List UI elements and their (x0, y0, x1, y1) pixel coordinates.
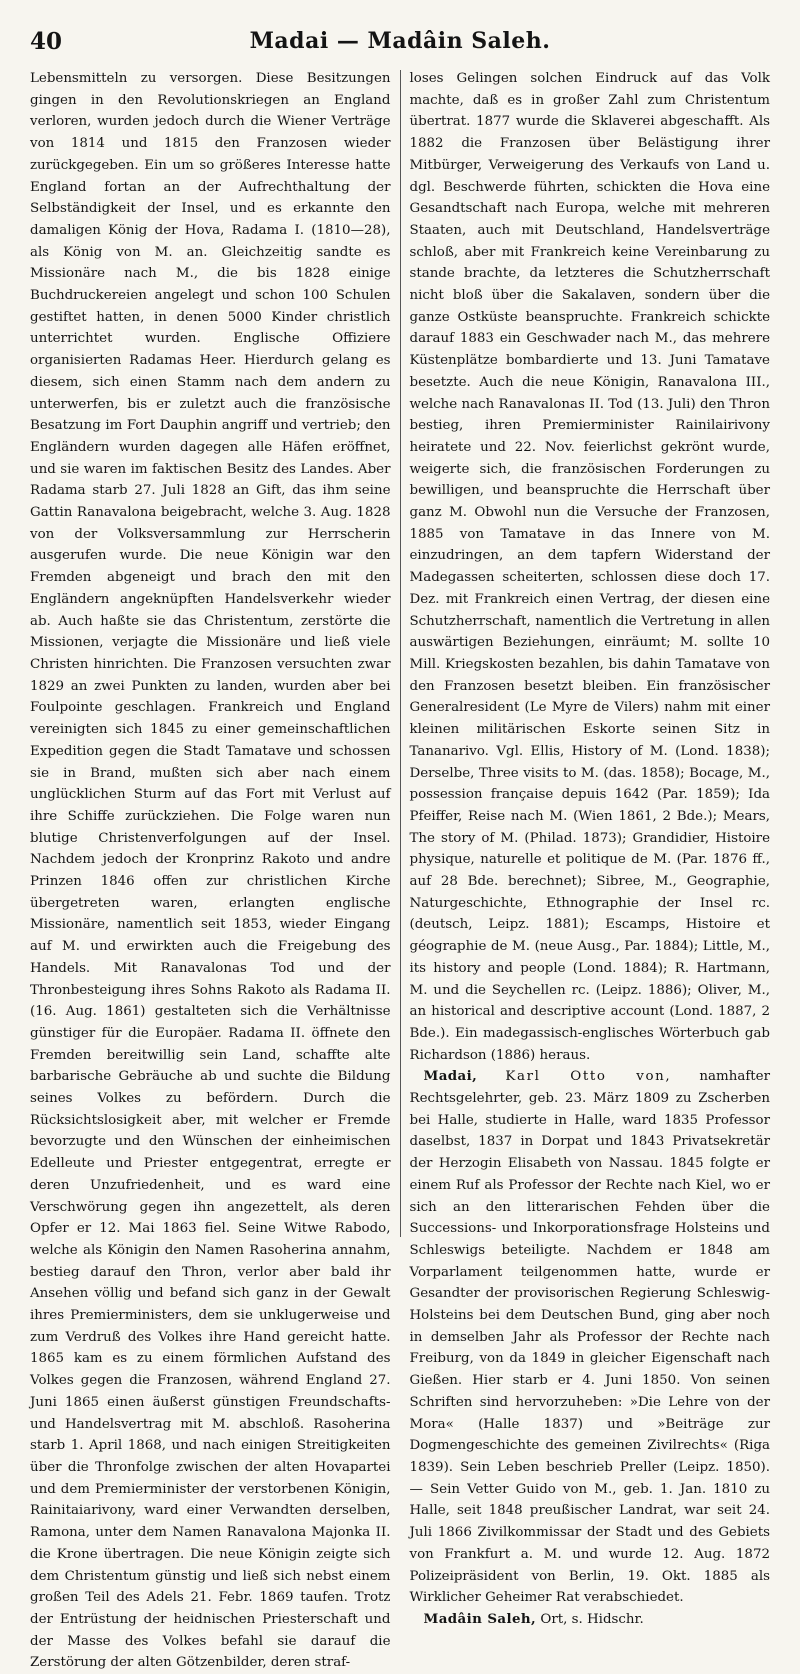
entry-name: Karl Otto von, (505, 1069, 672, 1085)
page-header (30, 28, 770, 62)
running-head: Madai — Madâin Saleh. (249, 28, 551, 54)
text-columns (30, 68, 770, 1671)
entry-text: Ort, s. Hidschr. (540, 1611, 644, 1627)
page-number: 40 (30, 28, 63, 55)
article-continuation-right: loses Gelingen solchen Eindruck auf das Volk machte, daß es in großer Zahl zum Christentum übertrat. 1877 wurde die Sklaverei abgeschafft. Als 1882 die Franzosen über Belästigung ihrer Mitbürger, Verweigerung des Verkaufs von Land u. dgl. Beschwerde führten, schickten die Hova eine Gesandtschaft nach Europa, welche mit mehreren Staaten, auch mit Deutschland, Handelsverträge schloß, aber mit Frankreich keine Vereinbarung zu stande brachte, da letzteres die Schutzherrschaft nicht bloß über die Sakalaven, sondern über die ganze Ostküste beanspruchte. Frankreich schickte darauf 1883 ein Geschwader nach M., das mehrere Küstenplätze bombardierte und 13. Juni Tamatave besetzte. Auch die neue Königin, Ranavalona III., welche nach Ranavalonas II. Tod (13. Juli) den Thron bestieg, ihren Premierminister Rainilairivony heiratete und 22. Nov. feierlichst gekrönt wurde, weigerte sich, die französischen Forderungen zu bewilligen, und beanspruchte die Herrschaft über ganz M. Obwohl nun die Versuche der Franzosen, 1885 von Tamatave in das Innere von M. einzudringen, an dem tapfern Widerstand der Madegassen scheiterten, schlossen diese doch 17. Dez. mit Frankreich einen Vertrag, der diesen eine Schutzherrschaft, namentlich die Vertretung in allen auswärtigen Beziehungen, einräumt; M. sollte 10 Mill. Kriegskosten bezahlen, bis dahin Tamatave von den Franzosen besetzt bleiben. Ein französischer Generalresident (Le Myre de Vilers) nahm mit einer kleinen militärischen Eskorte seinen Sitz in Tananarivo. Vgl. Ellis, History of M. (Lond. 1838); Derselbe, Three visits to M. (das. 1858); Bocage, M., possession française depuis 1642 (Par. 1859); Ida Pfeiffer, Reise nach M. (Wien 1861, 2 Bde.); Mears, The story of M. (Philad. 1873); Grandidier, Histoire physique, naturelle et politique de M. (Par. 1876 ff., auf 28 Bde. berechnet); Sibree, M., Geographie, Naturgeschichte, Ethnographie der Insel rc. (deutsch, Leipz. 1881); Escamps, Histoire et géographie de M. (neue Ausg., Par. 1884); Little, M., its history and people (Lond. 1884); R. Hartmann, M. und die Seychellen rc. (Leipz. 1886); Oliver, M., an historical and descriptive account (Lond. 1887, 2 Bde.). Ein madegassisch-englisches Wörterbuch gab Richardson (1886) heraus. (409, 71, 770, 1063)
article-continuation: Lebensmitteln zu versorgen. Diese Besitzungen gingen in den Revolutionskriegen an England verloren, wurden jedoch durch die Wiener Verträge von 1814 und 1815 den Franzosen wieder zurückgegeben. Ein um so größeres Interesse hatte England fortan an der Aufrechthaltung der Selbständigkeit der Insel, und es erkannte den damaligen König der Hova, Radama I. (1810—28), als König von M. an. Gleichzeitig sandte es Missionäre nach M., die bis 1828 einige Buchdruckereien angelegt und schon 100 Schulen gestiftet hatten, in denen 5000 Kinder christlich unterrichtet wurden. Englische Offiziere organisierten Radamas Heer. Hierdurch gelang es diesem, sich einen Stamm nach dem andern zu unterwerfen, bis er zuletzt auch die französische Besatzung im Fort Dauphin angriff und vertrieb; den Engländern wurden dagegen alle Häfen eröffnet, und sie waren im faktischen Besitz des Landes. Aber Radama starb 27. Juli 1828 an Gift, das ihm seine Gattin Ranavalona beigebracht, welche 3. Aug. 1828 von der Volksversammlung zur Herrscherin ausgerufen wurde. Die neue Königin war den Fremden abgeneigt und brach den mit den Engländern angeknüpften Handelsverkehr wieder ab. Auch haßte sie das Christentum, zerstörte die Missionen, verjagte die Missionäre und ließ viele Christen hinrichten. Die Franzosen versuchten zwar 1829 an zwei Punkten zu landen, wurden aber bei Foulpointe geschlagen. Frankreich und England vereinigten sich 1845 zu einer gemeinschaftlichen Expedition gegen die Stadt Tamatave und schossen sie in Brand, mußten sich aber nach einem unglücklichen Sturm auf das Fort mit Verlust auf ihre Schiffe zurückziehen. Die Folge waren nun blutige Christenverfolgungen auf der Insel. Nachdem jedoch der Kronprinz Rakoto und andre Prinzen 1846 offen zur christlichen Kirche übergetreten waren, erlangten englische Missionäre, namentlich seit 1853, wieder Eingang auf M. und erwirkten auch die Freigebung des Handels. Mit Ranavalonas Tod und der Thronbesteigung ihres Sohns Rakoto als Radama II. (16. Aug. 1861) gestalteten sich die Verhältnisse günstiger für die Europäer. Radama II. öffnete den Fremden bereitwillig sein Land, schaffte alte barbarische Gebräuche ab und suchte die Bildung seines Volkes zu befördern. Durch die Rücksichtslosigkeit aber, mit welcher er Fremde bevorzugte und den Wünschen der einheimischen Edelleute und Priester entgegentrat, erregte er deren Unzufriedenheit, und es ward eine Verschwörung gegen ihn angezettelt, als deren Opfer er 12. Mai 1863 fiel. Seine Witwe Rabodo, welche als Königin den Namen Rasoherina annahm, bestieg darauf den Thron, verlor aber bald ihr Ansehen völlig und befand sich ganz in der Gewalt ihres Premierministers, dem sie unklugerweise und zum Verdruß des Volkes ihre Hand gereicht hatte. 1865 kam es zu einem förmlichen Aufstand des Volkes gegen die Franzosen, während England 27. Juni 1865 einen äußerst günstigen Freundschafts- und Handelsvertrag mit M. abschloß. Rasoherina starb 1. April 1868, und nach einigen Streitigkeiten über die Thronfolge zwischen der alten Hovapartei und dem Premierminister der verstorbenen Königin, Rainitaiarivony, ward einer Verwandten derselben, Ramona, unter dem Namen Ranavalona Majonka II. die Krone übertragen. Die neue Königin zeigte sich dem Christentum günstig und ließ sich nebst einem großen Teil des Adels 21. Febr. 1869 taufen. Trotz der Entrüstung der heidnischen Priesterschaft und der Masse des Volkes befahl sie darauf die Zerstörung der alten Götzenbilder, deren straf- (30, 71, 391, 1671)
entry-madai (410, 1066, 771, 1609)
entry-text: namhafter Rechtsgelehrter, geb. 23. März 1809 zu Zscherben bei Halle, studierte in Halle, ward 1835 Professor daselbst, 1837 in Dorpat und 1843 Privatsekretär der Herzogin Elisabeth von Nassau. 1845 folgte er einem Ruf als Professor der Rechte nach Kiel, wo er sich an den litterarischen Fehden über die Successions- und Inkorporationsfrage Holsteins und Schleswigs beteiligte. Nachdem er 1848 am Vorparlament teilgenommen hatte, wurde er Gesandter der provisorischen Regierung Schleswig-Holsteins bei dem Deutschen Bund, ging aber noch in demselben Jahr als Professor der Rechte nach Freiburg, von da 1849 in gleicher Eigenschaft nach Gießen. Hier starb er 4. Juni 1850. Von seinen Schriften sind hervorzuheben: »Die Lehre von der Mora« (Halle 1837) und »Beiträge zur Dogmengeschichte des gemeinen Zivilrechts« (Riga 1839). Sein Leben beschrieb Preller (Leipz. 1850). — Sein Vetter Guido von M., geb. 1. Jan. 1810 zu Halle, seit 1848 preußischer Landrat, war seit 24. Juli 1866 Zivilkommissar der Stadt und des Gebiets von Frankfurt a. M. und wurde 12. Aug. 1872 Polizeipräsident von Berlin, 19. Okt. 1885 als Wirklicher Geheimer Rat verabschiedet. (409, 1069, 770, 1606)
entry-headword: Madai, (423, 1068, 478, 1085)
entry-headword: Madâin Saleh, (423, 1610, 537, 1627)
left-column (30, 68, 400, 1671)
right-column (401, 68, 771, 1627)
entry-madain-saleh (410, 1609, 771, 1631)
